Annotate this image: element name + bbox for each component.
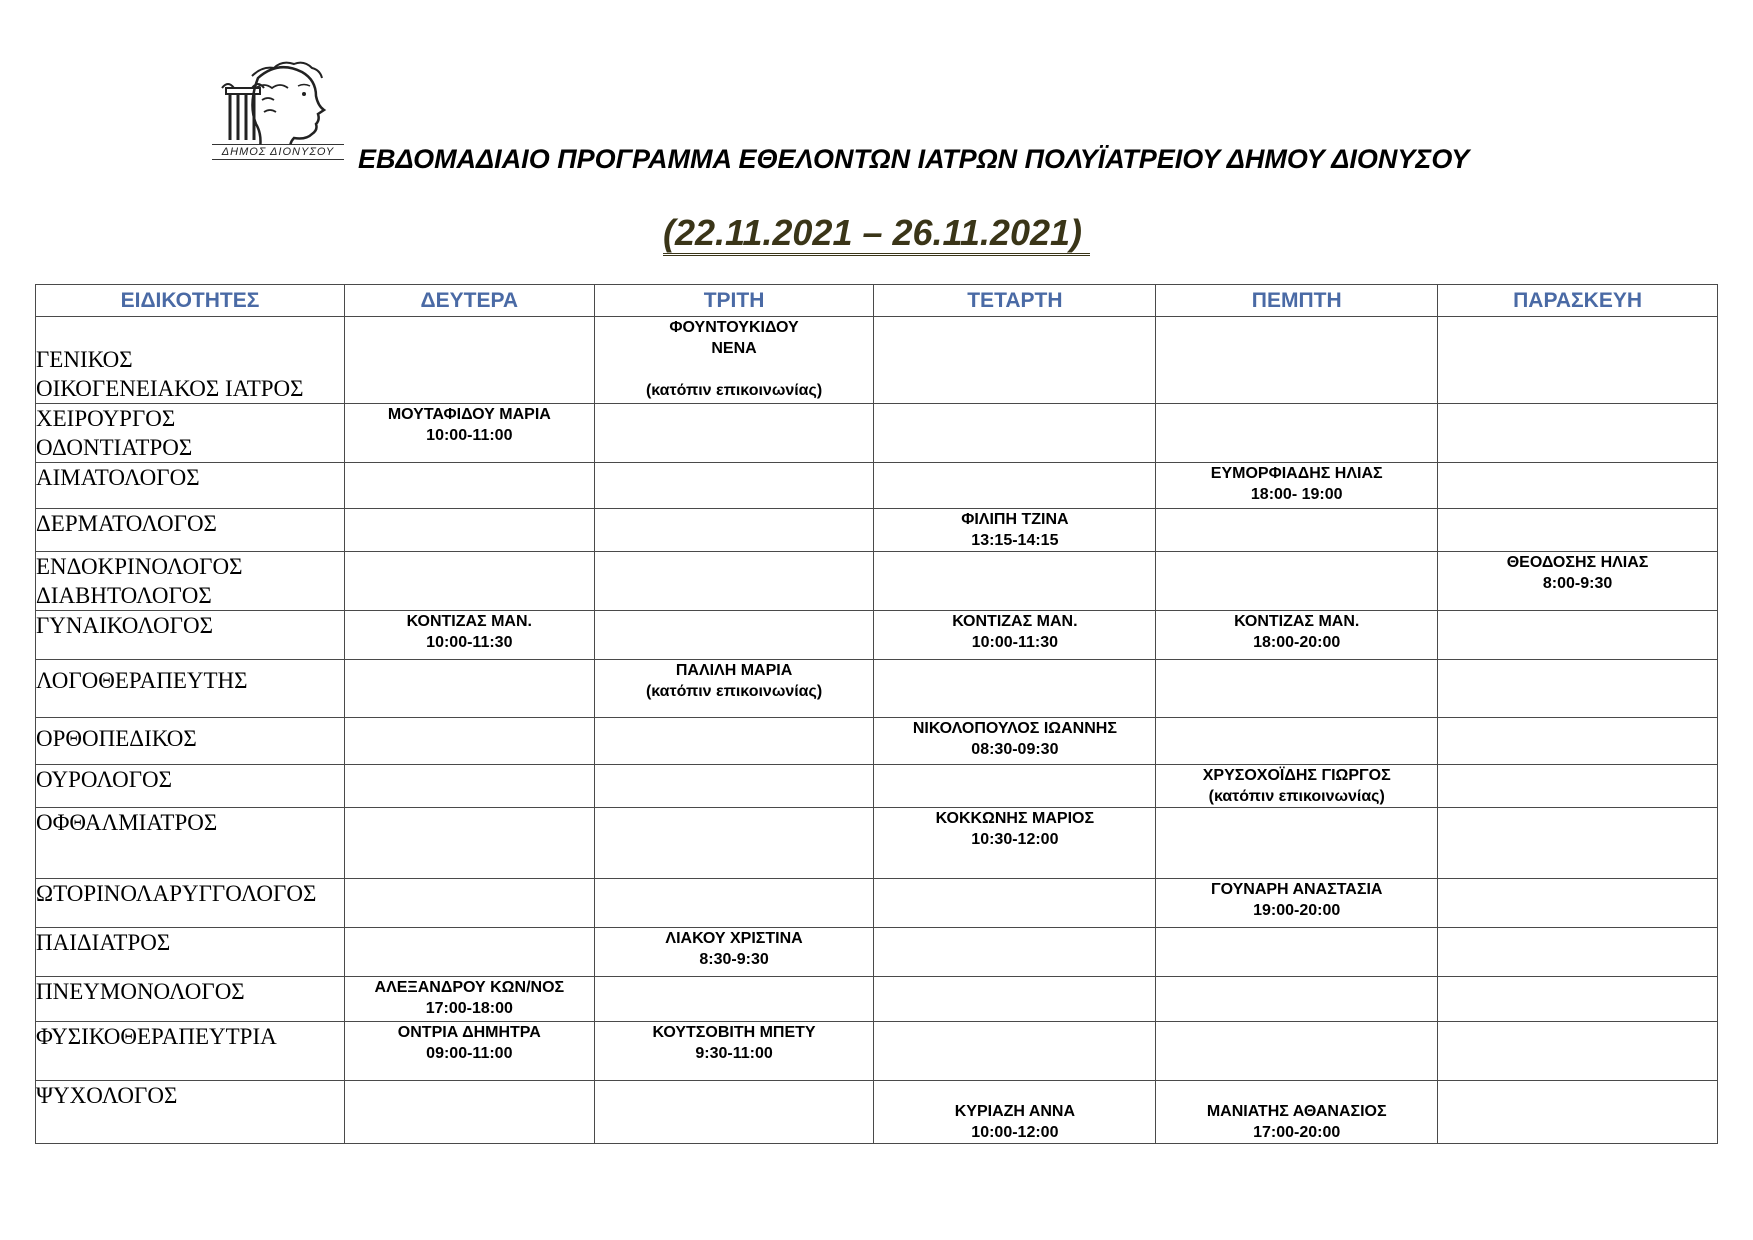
tuesday-cell [594,404,874,463]
header-wednesday: ΤΕΤΑΡΤΗ [874,285,1156,317]
specialty-cell [36,660,345,718]
specialty-line: ΟΥΡΟΛΟΓΟΣ [36,767,173,792]
specialty-cell [36,404,345,463]
wednesday-cell [874,552,1156,611]
thursday-cell [1156,1022,1438,1081]
friday-cell [1438,977,1718,1022]
wednesday-cell [874,1022,1156,1081]
specialty-line: ΨΥΧΟΛΟΓΟΣ [36,1083,178,1108]
thursday-cell [1156,879,1438,928]
doctor-name: ΧΡΥΣΟΧΟΪΔΗΣ ΓΙΩΡΓΟΣ [1202,767,1391,784]
specialty-line: ΑΙΜΑΤΟΛΟΓΟΣ [36,465,200,490]
wednesday-cell [874,611,1156,660]
doctor-name: ΜΑΝΙΑΤΗΣ ΑΘΑΝΑΣΙΟΣ [1206,1103,1387,1120]
appointment-note: (κατόπιν επικοινωνίας) [645,683,823,700]
monday-cell [345,660,595,718]
doctor-name: ΦΟΥΝΤΟΥΚΙΔΟΥ [669,319,799,336]
time-slot: 17:00-20:00 [1253,1124,1341,1141]
monday-cell [345,765,595,808]
doctor-name: ΚΟΝΤΙΖΑΣ ΜΑΝ. [1234,613,1360,630]
specialty-cell [36,1081,345,1144]
header-thursday: ΠΕΜΠΤΗ [1156,285,1438,317]
table-row [36,509,1718,552]
table-row [36,977,1718,1022]
specialty-line: ΟΡΘΟΠΕΔΙΚΟΣ [36,726,197,751]
time-slot: 9:30-11:00 [695,1045,773,1062]
doctor-name: ΛΙΑΚΟΥ ΧΡΙΣΤΙΝΑ [665,930,803,947]
doctor-name: ΚΟΥΤΣΟΒΙΤΗ ΜΠΕΤΥ [652,1024,816,1041]
thursday-cell [1156,317,1438,404]
wednesday-cell [874,879,1156,928]
time-slot: 10:00-11:30 [426,634,513,651]
monday-cell [345,404,595,463]
wednesday-cell [874,404,1156,463]
specialty-cell [36,928,345,977]
thursday-cell [1156,611,1438,660]
specialty-line: ΠΝΕΥΜΟΝΟΛΟΓΟΣ [36,979,245,1004]
table-row [36,879,1718,928]
friday-cell [1438,879,1718,928]
specialty-cell [36,808,345,879]
thursday-cell [1156,1081,1438,1144]
tuesday-cell [594,1022,874,1081]
wednesday-cell [874,660,1156,718]
specialty-line: ΟΦΘΑΛΜΙΑΤΡΟΣ [36,810,218,835]
friday-cell [1438,765,1718,808]
tuesday-cell [594,509,874,552]
time-slot: 19:00-20:00 [1253,902,1341,919]
thursday-cell [1156,660,1438,718]
specialty-cell [36,977,345,1022]
tuesday-cell [594,1081,874,1144]
tuesday-cell [594,552,874,611]
table-row [36,1022,1718,1081]
table-row [36,660,1718,718]
monday-cell [345,808,595,879]
doctor-name: ΝΕΝΑ [711,340,757,357]
monday-cell [345,1022,595,1081]
specialty-cell [36,463,345,509]
specialty-line: ΟΔΟΝΤΙΑΤΡΟΣ [36,435,193,460]
specialty-line: ΛΟΓΟΘΕΡΑΠΕΥΤΗΣ [36,668,248,693]
doctor-name: ΜΟΥΤΑΦΙΔΟΥ ΜΑΡΙΑ [387,406,551,423]
doctor-name: ΑΛΕΞΑΝΔΡΟΥ ΚΩΝ/ΝΟΣ [374,979,565,996]
specialty-line: ΧΕΙΡΟΥΡΓΟΣ [36,406,176,431]
tuesday-cell [594,718,874,765]
time-slot: 09:00-11:00 [426,1045,513,1062]
time-slot: 18:00- 19:00 [1250,486,1343,503]
time-slot: 10:00-12:00 [971,1124,1059,1141]
friday-cell [1438,1081,1718,1144]
monday-cell [345,928,595,977]
specialty-line: ΦΥΣΙΚΟΘΕΡΑΠΕΥΤΡΙΑ [36,1024,277,1049]
thursday-cell [1156,404,1438,463]
doctor-name: ΕΥΜΟΡΦΙΑΔΗΣ ΗΛΙΑΣ [1210,465,1383,482]
wednesday-cell [874,718,1156,765]
tuesday-cell [594,611,874,660]
wednesday-cell [874,509,1156,552]
doctor-name: ΘΕΟΔΟΣΗΣ ΗΛΙΑΣ [1506,554,1649,571]
doctor-name: ΚΥΡΙΑΖΗ ΑΝΝΑ [954,1103,1076,1120]
monday-cell [345,611,595,660]
doctor-name: ΓΟΥΝΑΡΗ ΑΝΑΣΤΑΣΙΑ [1210,881,1383,898]
wednesday-cell [874,808,1156,879]
appointment-note: (κατόπιν επικοινωνίας) [1208,788,1385,805]
friday-cell [1438,660,1718,718]
schedule-table [35,284,1718,1144]
doctor-name: ΚΟΝΤΙΖΑΣ ΜΑΝ. [406,613,532,630]
thursday-cell [1156,765,1438,808]
table-row [36,718,1718,765]
doctor-name: ΝΙΚΟΛΟΠΟΥΛΟΣ ΙΩΑΝΝΗΣ [912,720,1117,737]
thursday-cell [1156,928,1438,977]
specialty-line: ΟΙΚΟΓΕΝΕΙΑΚΟΣ ΙΑΤΡΟΣ [36,376,304,401]
specialty-cell [36,509,345,552]
table-row [36,1081,1718,1144]
friday-cell [1438,718,1718,765]
monday-cell [345,509,595,552]
tuesday-cell [594,928,874,977]
doctor-name: ΟΝΤΡΙΑ ΔΗΜΗΤΡΑ [397,1024,541,1041]
appointment-note: (κατόπιν επικοινωνίας) [645,382,823,399]
monday-cell [345,879,595,928]
time-slot: 08:30-09:30 [971,741,1059,758]
friday-cell [1438,1022,1718,1081]
time-slot: 17:00-18:00 [425,1000,513,1017]
table-row [36,808,1718,879]
thursday-cell [1156,977,1438,1022]
friday-cell [1438,509,1718,552]
table-row [36,765,1718,808]
specialty-line: ΔΕΡΜΑΤΟΛΟΓΟΣ [36,511,217,536]
specialty-line: ΠΑΙΔΙΑΤΡΟΣ [36,930,171,955]
tuesday-cell [594,977,874,1022]
tuesday-cell [594,660,874,718]
friday-cell [1438,611,1718,660]
doctor-name: ΚΟΝΤΙΖΑΣ ΜΑΝ. [952,613,1078,630]
dionysus-head-icon [212,58,344,144]
monday-cell [345,1081,595,1144]
specialty-line: ΩΤΟΡΙΝΟΛΑΡΥΓΓΟΛΟΓΟΣ [36,881,317,906]
friday-cell [1438,928,1718,977]
header-monday: ΔΕΥΤΕΡΑ [345,285,595,317]
header-tuesday: ΤΡΙΤΗ [594,285,874,317]
time-slot: 10:30-12:00 [971,831,1059,848]
specialty-cell [36,611,345,660]
specialty-cell [36,317,345,404]
friday-cell [1438,404,1718,463]
header-specialties: ΕΙΔΙΚΟΤΗΤΕΣ [36,285,345,317]
table-header-row [36,285,1718,317]
table-row [36,552,1718,611]
header-friday: ΠΑΡΑΣΚΕΥΗ [1438,285,1718,317]
time-slot: 13:15-14:15 [971,532,1059,549]
table-row [36,317,1718,404]
specialty-line: ΔΙΑΒΗΤΟΛΟΓΟΣ [36,583,212,608]
monday-cell [345,317,595,404]
wednesday-cell [874,977,1156,1022]
time-slot: 8:30-9:30 [699,951,769,968]
tuesday-cell [594,317,874,404]
time-slot: 8:00-9:30 [1542,575,1613,592]
tuesday-cell [594,463,874,509]
thursday-cell [1156,718,1438,765]
time-slot: 18:00-20:00 [1253,634,1341,651]
tuesday-cell [594,808,874,879]
thursday-cell [1156,552,1438,611]
table-row [36,928,1718,977]
specialty-line: ΕΝΔΟΚΡΙΝΟΛΟΓΟΣ [36,554,243,579]
thursday-cell [1156,509,1438,552]
thursday-cell [1156,808,1438,879]
specialty-cell [36,879,345,928]
wednesday-cell [874,1081,1156,1144]
specialty-cell [36,552,345,611]
wednesday-cell [874,463,1156,509]
specialty-cell [36,765,345,808]
time-slot: 10:00-11:30 [971,634,1059,651]
friday-cell [1438,808,1718,879]
document-title: ΕΒΔΟΜΑΔΙΑΙΟ ΠΡΟΓΡΑΜΜΑ ΕΘΕΛΟΝΤΩΝ ΙΑΤΡΩΝ ΠΟΛΥΪΑΤΡΕΙΟΥ ΔΗΜΟΥ ΔΙΟΝΥΣΟΥ [358,144,1470,174]
friday-cell [1438,552,1718,611]
wednesday-cell [874,928,1156,977]
specialty-line: ΓΕΝΙΚΟΣ [36,347,133,372]
table-row [36,404,1718,463]
table-row [36,463,1718,509]
time-slot: 10:00-11:00 [426,427,513,444]
friday-cell [1438,317,1718,404]
monday-cell [345,552,595,611]
doctor-name: ΚΟΚΚΩΝΗΣ ΜΑΡΙΟΣ [935,810,1095,827]
monday-cell [345,463,595,509]
logo-text: ΔΗΜΟΣ ΔΙΟΝΥΣΟΥ [212,144,344,160]
specialty-line: ΓΥΝΑΙΚΟΛΟΓΟΣ [36,613,213,638]
tuesday-cell [594,765,874,808]
friday-cell [1438,463,1718,509]
specialty-cell [36,1022,345,1081]
doctor-name: ΦΙΛΙΠΗ ΤΖΙΝΑ [961,511,1069,528]
monday-cell [345,718,595,765]
specialty-cell [36,718,345,765]
thursday-cell [1156,463,1438,509]
date-range-text: (22.11.2021 – 26.11.2021) [663,212,1090,256]
monday-cell [345,977,595,1022]
table-row [36,611,1718,660]
municipality-logo [212,58,344,170]
wednesday-cell [874,317,1156,404]
tuesday-cell [594,879,874,928]
doctor-name: ΠΑΛΙΛΗ ΜΑΡΙΑ [675,662,793,679]
date-range [0,212,1753,254]
wednesday-cell [874,765,1156,808]
